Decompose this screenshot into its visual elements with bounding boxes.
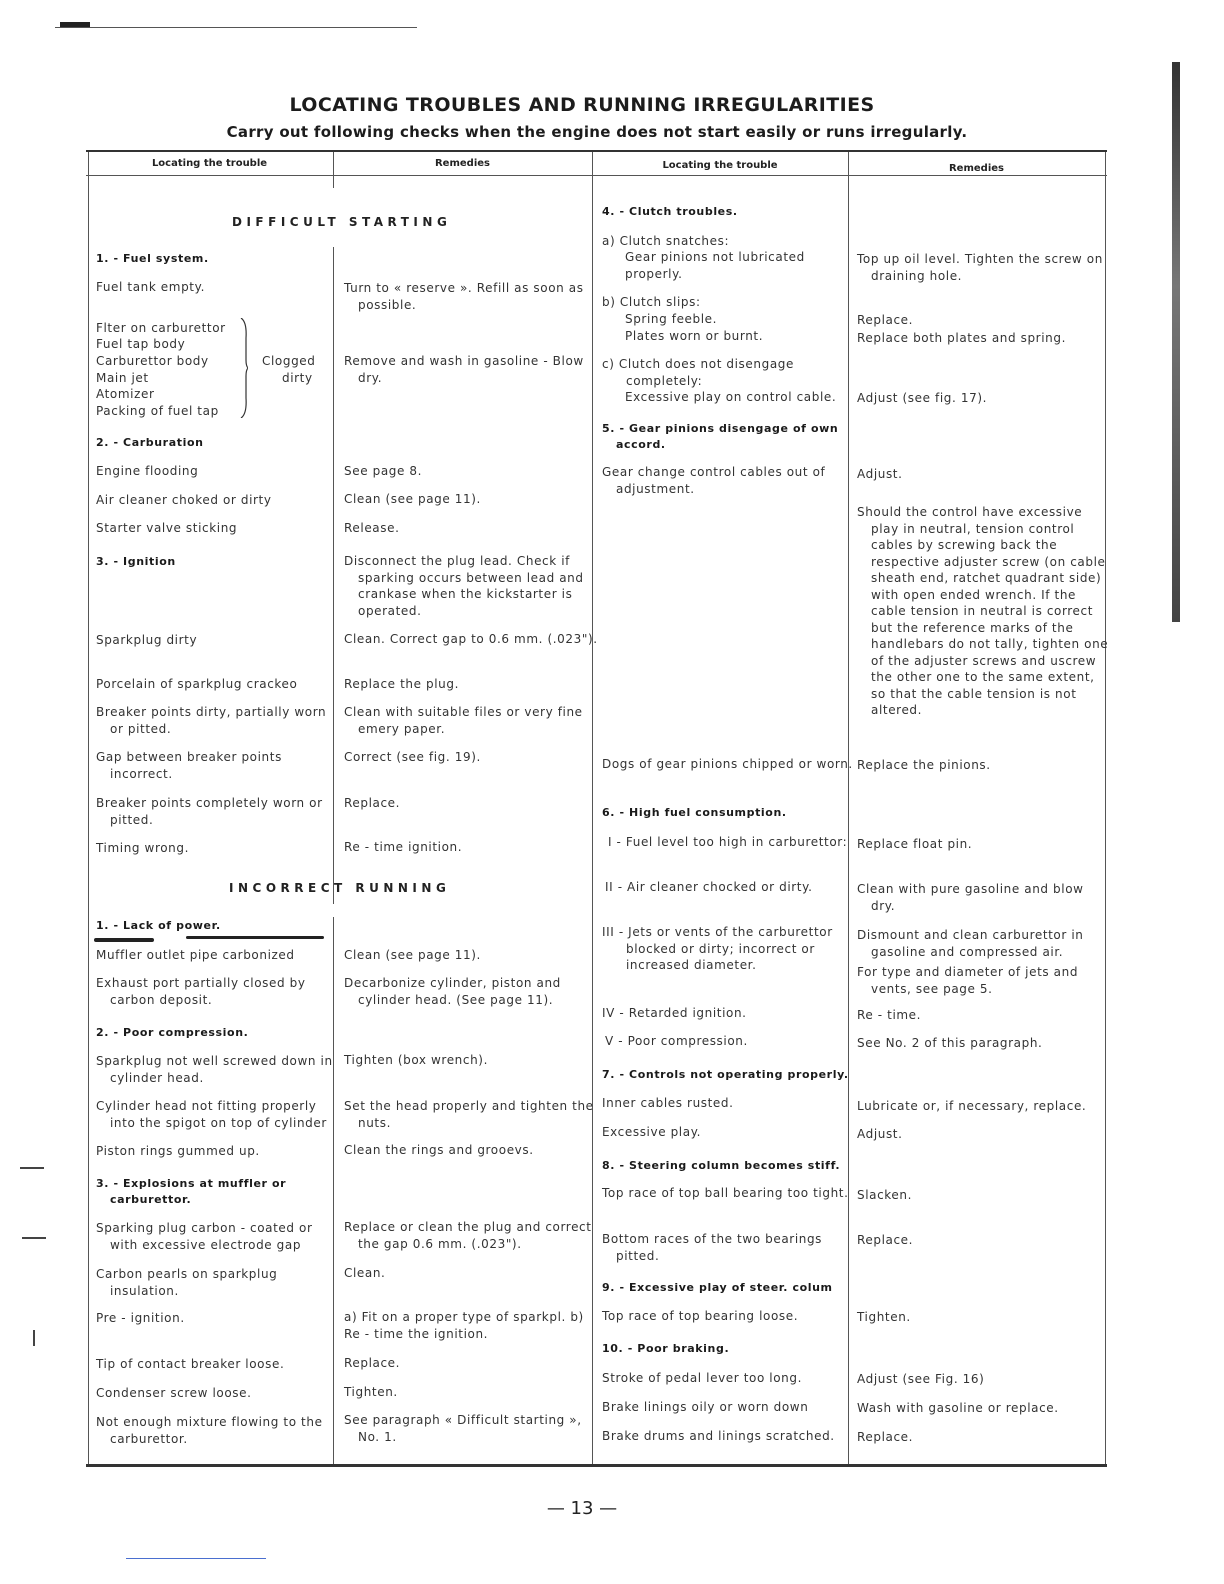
trouble-muffler: Muffler outlet pipe carbonized	[96, 948, 295, 962]
trouble-top-race: Top race of top ball bearing too tight.	[602, 1186, 849, 1200]
remedy-pre-ignition: a) Fit on a proper type of sparkpl. b) Re - time the ignition.	[344, 1310, 584, 1341]
remedy-fuel-tank: Turn to « reserve ». Refill as soon as possible.	[344, 281, 584, 312]
trouble-cyl-head: Cylinder head not fitting properly into the spigot on top of cylinder	[96, 1099, 327, 1130]
clogged-label: Clogged	[262, 354, 316, 368]
troubleshooting-table	[86, 150, 1107, 1467]
header-rule	[86, 175, 1107, 176]
remedy-fuel-level: Replace float pin.	[857, 837, 973, 851]
clutch-a: a) Clutch snatches:	[602, 234, 730, 248]
remedy-breaker-worn: Replace.	[344, 796, 401, 810]
column-rule	[848, 152, 849, 1464]
remedy-excessive-play: Adjust.	[857, 1127, 903, 1141]
brace-icon	[240, 318, 248, 418]
trouble-fuel-tank: Fuel tank empty.	[96, 280, 206, 294]
trouble-condenser: Condenser screw loose.	[96, 1386, 252, 1400]
trouble-clutch-c1: Excessive play on control cable.	[625, 390, 837, 404]
clutch-b: b) Clutch slips:	[602, 295, 701, 309]
remedy-starter-valve: Release.	[344, 521, 400, 535]
trouble-clutch-a1: Gear pinions not lubricated properly.	[625, 250, 805, 281]
page-number: — 13 —	[546, 1498, 618, 1519]
remedy-piston-rings: Clean the rings and grooevs.	[344, 1143, 534, 1157]
clutch-c: c) Clutch does not disengage completely:	[602, 357, 794, 388]
remedy-cyl-head: Set the head properly and tighten the nuts.	[344, 1099, 594, 1130]
trouble-tip-breaker: Tip of contact breaker loose.	[96, 1357, 285, 1371]
remedy-brake-linings: Wash with gasoline or replace.	[857, 1401, 1059, 1415]
heading-lack-power: 1. - Lack of power.	[96, 919, 221, 932]
remedy-engine-flooding: See page 8.	[344, 464, 423, 478]
header-remedies: Remedies	[948, 163, 1004, 174]
heading-gear-disengage: 5. - Gear pinions disengage of own accord.	[602, 422, 839, 451]
remedy-inner-cables: Lubricate or, if necessary, replace.	[857, 1099, 1087, 1113]
column-rule	[88, 152, 89, 1464]
trouble-engine-flooding: Engine flooding	[96, 464, 199, 478]
remedy-gear-cables: Adjust.	[857, 467, 903, 481]
clogged-item: Fuel tap body	[96, 337, 186, 351]
remedy-clutch-b2: Replace both plates and spring.	[857, 331, 1066, 345]
trouble-piston-rings: Piston rings gummed up.	[96, 1144, 260, 1158]
trouble-retarded: IV - Retarded ignition.	[602, 1006, 747, 1020]
heading-ignition: 3. - Ignition	[96, 555, 176, 568]
ink-scribble	[186, 936, 324, 939]
margin-mark	[22, 1237, 46, 1239]
remedy-top-race: Slacken.	[857, 1188, 913, 1202]
remedy-breaker-dirty: Clean with suitable files or very fine emery paper.	[344, 705, 583, 736]
remedy-muffler: Clean (see page 11).	[344, 948, 481, 962]
trouble-poor-comp: V - Poor compression.	[605, 1034, 748, 1048]
header-locating: Locating the trouble	[151, 158, 268, 169]
remedy-sparkplug-screwed: Tighten (box wrench).	[344, 1053, 488, 1067]
margin-mark	[33, 1330, 35, 1346]
remedy-condenser: Tighten.	[344, 1385, 398, 1399]
trouble-air-cleaner: Air cleaner choked or dirty	[96, 493, 272, 507]
trouble-breaker-dirty: Breaker points dirty, partially worn or pitted.	[96, 705, 327, 736]
heading-fuel-system: 1. - Fuel system.	[96, 252, 209, 265]
trouble-fuel-level: I - Fuel level too high in carburettor:	[608, 835, 848, 849]
trouble-excessive-play: Excessive play.	[602, 1125, 702, 1139]
remedy-gear-long: Should the control have excessive play in neutral, tension control cables by screwing back the respective adjuster screw (on cable sheath end, ratchet quadrant side) with open ended wrench. If the cable tension in neutral is correct but the reference marks of the handlebars do not tally, tighten one of the adjuster screws and uscrew the other one to the same extent, so that the cable tension is not altered.	[857, 505, 1109, 717]
trouble-pre-ignition: Pre - ignition.	[96, 1311, 185, 1325]
remedy-clutch-b1: Replace.	[857, 313, 914, 327]
remedy-porcelain: Replace the plug.	[344, 677, 459, 691]
heading-poor-braking: 10. - Poor braking.	[602, 1342, 730, 1355]
heading-clutch: 4. - Clutch troubles.	[602, 205, 738, 218]
heading-carburation: 2. - Carburation	[96, 436, 204, 449]
remedy-air-cleaner: Clean (see page 11).	[344, 492, 481, 506]
remedy-gap-breaker: Correct (see fig. 19).	[344, 750, 481, 764]
remedy-air-choked: Clean with pure gasoline and blow dry.	[857, 882, 1084, 913]
trouble-sparking-plug: Sparking plug carbon - coated or with excessive electrode gap	[96, 1221, 313, 1252]
remedy-clutch-c1: Adjust (see fig. 17).	[857, 391, 988, 405]
trouble-air-choked: II - Air cleaner chocked or dirty.	[605, 880, 813, 894]
remedy-top-race-loose: Tighten.	[857, 1310, 911, 1324]
trouble-top-race-loose: Top race of top bearing loose.	[602, 1309, 799, 1323]
remedy-exhaust: Decarbonize cylinder, piston and cylinder head. (See page 11).	[344, 976, 561, 1007]
dirty-label: dirty	[282, 371, 313, 385]
remedy-bottom-races: Replace.	[857, 1233, 914, 1247]
clogged-item: Main jet	[96, 371, 149, 385]
clogged-item: Atomizer	[96, 387, 155, 401]
trouble-brake-linings: Brake linings oily or worn down	[602, 1400, 809, 1414]
trouble-clutch-b2: Plates worn or burnt.	[625, 329, 764, 343]
column-rule	[592, 152, 593, 1464]
remedy-timing: Re - time ignition.	[344, 840, 463, 854]
trouble-starter-valve: Starter valve sticking	[96, 521, 238, 535]
trouble-gear-cables: Gear change control cables out of adjustment.	[602, 465, 826, 496]
remedy-brake-drums: Replace.	[857, 1430, 914, 1444]
remedy-clogged: Remove and wash in gasoline - Blow dry.	[344, 354, 584, 385]
remedy-poor-comp: See No. 2 of this paragraph.	[857, 1036, 1043, 1050]
section-incorrect-running: INCORRECT RUNNING	[229, 881, 451, 895]
trouble-clutch-b1: Spring feeble.	[625, 312, 718, 326]
remedy-jets: Dismount and clean carburettor in gasoline and compressed air.	[857, 928, 1084, 959]
heading-high-fuel: 6. - High fuel consumption.	[602, 806, 787, 819]
remedy-stroke: Adjust (see Fig. 16)	[857, 1372, 985, 1386]
remedy-tip-breaker: Replace.	[344, 1356, 401, 1370]
trouble-brake-drums: Brake drums and linings scratched.	[602, 1429, 835, 1443]
clogged-item: Flter on carburettor	[96, 321, 226, 335]
trouble-exhaust: Exhaust port partially closed by carbon deposit.	[96, 976, 306, 1007]
column-rule	[1105, 152, 1106, 1464]
trouble-stroke: Stroke of pedal lever too long.	[602, 1371, 803, 1385]
trouble-dogs: Dogs of gear pinions chipped or worn.	[602, 757, 853, 771]
trouble-sparkplug-screwed: Sparkplug not well screwed down in cylinder head.	[96, 1054, 333, 1085]
heading-controls: 7. - Controls not operating properly.	[602, 1068, 849, 1081]
section-difficult-starting: DIFFICULT STARTING	[232, 215, 452, 229]
remedy-carbon-pearls: Clean.	[344, 1266, 386, 1280]
trouble-carbon-pearls: Carbon pearls on sparkplug insulation.	[96, 1267, 278, 1298]
trouble-bottom-races: Bottom races of the two bearings pitted.	[602, 1232, 823, 1263]
header-locating: Locating the trouble	[662, 160, 778, 171]
bottom-blue-line	[126, 1558, 266, 1559]
trouble-timing: Timing wrong.	[96, 841, 190, 855]
heading-poor-compression: 2. - Poor compression.	[96, 1026, 249, 1039]
remedy-clutch-a1: Top up oil level. Tighten the screw on draining hole.	[857, 252, 1103, 283]
header-remedies: Remedies	[434, 158, 490, 169]
trouble-not-enough: Not enough mixture flowing to the carburettor.	[96, 1415, 323, 1446]
page-subtitle: Carry out following checks when the engine does not start easily or runs irregularly.	[226, 123, 968, 141]
ink-scribble	[94, 938, 154, 942]
scan-edge-shadow	[1172, 62, 1180, 622]
margin-mark	[20, 1167, 44, 1169]
trouble-gap-breaker: Gap between breaker points incorrect.	[96, 750, 282, 781]
remedy-retarded: Re - time.	[857, 1008, 922, 1022]
trouble-porcelain: Porcelain of sparkplug crackeo	[96, 677, 298, 691]
trouble-breaker-worn: Breaker points completely worn or pitted.	[96, 796, 323, 827]
page-title: LOCATING TROUBLES AND RUNNING IRREGULARITIES	[289, 94, 875, 116]
remedy-not-enough: See paragraph « Difficult starting », No. 1.	[344, 1413, 582, 1444]
trouble-inner-cables: Inner cables rusted.	[602, 1096, 734, 1110]
trouble-sparkplug-dirty: Sparkplug dirty	[96, 633, 198, 647]
clogged-item: Packing of fuel tap	[96, 404, 219, 418]
remedy-sparking-plug: Replace or clean the plug and correct the gap 0.6 mm. (.023").	[344, 1220, 592, 1251]
remedy-jets-2: For type and diameter of jets and vents, see page 5.	[857, 965, 1079, 996]
remedy-sparkplug-dirty: Clean. Correct gap to 0.6 mm. (.023").	[344, 632, 598, 646]
heading-steer-play: 9. - Excessive play of steer. colum	[602, 1281, 833, 1294]
top-rule-mark	[60, 22, 90, 27]
heading-steering-stiff: 8. - Steering column becomes stiff.	[602, 1159, 841, 1172]
remedy-dogs: Replace the pinions.	[857, 758, 991, 772]
remedy-ignition: Disconnect the plug lead. Check if sparking occurs between lead and crankase when the kickstarter is operated.	[344, 554, 584, 618]
top-rule	[55, 27, 417, 28]
clogged-item: Carburettor body	[96, 354, 209, 368]
trouble-jets: III - Jets or vents of the carburettor blocked or dirty; incorrect or increased diameter.	[602, 925, 833, 972]
heading-explosions: 3. - Explosions at muffler or carburettor.	[96, 1177, 287, 1206]
